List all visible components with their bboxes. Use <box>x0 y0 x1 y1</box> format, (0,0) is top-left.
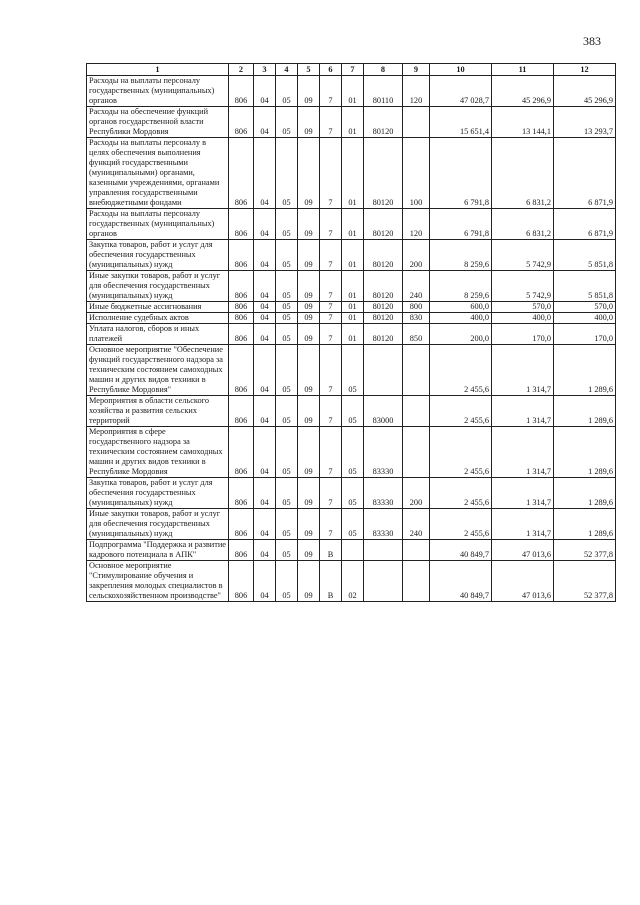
subprogram-code: 7 <box>320 345 342 396</box>
subsection-code: 05 <box>276 313 298 324</box>
table-row <box>87 396 616 427</box>
subprogram-code: 7 <box>320 240 342 271</box>
program-code: 09 <box>298 427 320 478</box>
expense-code: 83330 <box>364 509 403 540</box>
expense-type: 830 <box>403 313 430 324</box>
table-row <box>87 478 616 509</box>
expense-type <box>403 427 430 478</box>
event-code: 01 <box>342 324 364 345</box>
amount-year-2: 400,0 <box>492 313 554 324</box>
row-description: Закупка товаров, работ и услуг для обеспечения государственных (муниципальных) нужд <box>87 240 229 271</box>
expense-code: 80110 <box>364 76 403 107</box>
admin-code: 806 <box>229 313 254 324</box>
expense-code: 80120 <box>364 302 403 313</box>
admin-code: 806 <box>229 209 254 240</box>
table-row <box>87 540 616 561</box>
column-header: 4 <box>276 64 298 76</box>
amount-year-2: 1 314,7 <box>492 509 554 540</box>
subprogram-code: В <box>320 540 342 561</box>
amount-year-1: 600,0 <box>430 302 492 313</box>
subsection-code: 05 <box>276 427 298 478</box>
table-row <box>87 107 616 138</box>
program-code: 09 <box>298 271 320 302</box>
column-header: 6 <box>320 64 342 76</box>
amount-year-1: 2 455,6 <box>430 509 492 540</box>
column-header: 7 <box>342 64 364 76</box>
column-header: 12 <box>554 64 616 76</box>
table-row <box>87 427 616 478</box>
admin-code: 806 <box>229 509 254 540</box>
section-code: 04 <box>254 396 276 427</box>
budget-table <box>86 63 616 602</box>
section-code: 04 <box>254 138 276 209</box>
amount-year-3: 1 289,6 <box>554 345 616 396</box>
event-code: 01 <box>342 240 364 271</box>
amount-year-3: 52 377,8 <box>554 540 616 561</box>
program-code: 09 <box>298 138 320 209</box>
expense-type: 120 <box>403 209 430 240</box>
amount-year-2: 5 742,9 <box>492 271 554 302</box>
amount-year-3: 13 293,7 <box>554 107 616 138</box>
table-row <box>87 209 616 240</box>
table-row <box>87 271 616 302</box>
column-header: 8 <box>364 64 403 76</box>
event-code: 05 <box>342 509 364 540</box>
amount-year-1: 8 259,6 <box>430 240 492 271</box>
subsection-code: 05 <box>276 345 298 396</box>
row-description: Расходы на выплаты персоналу государственных (муниципальных) органов <box>87 209 229 240</box>
program-code: 09 <box>298 561 320 602</box>
program-code: 09 <box>298 209 320 240</box>
subsection-code: 05 <box>276 138 298 209</box>
amount-year-1: 200,0 <box>430 324 492 345</box>
amount-year-3: 570,0 <box>554 302 616 313</box>
row-description: Мероприятия в сфере государственного надзора за техническим состоянием самоходных машин и других видов техники в Республике Мордовия <box>87 427 229 478</box>
row-description: Расходы на выплаты персоналу в целях обеспечения выполнения функций государственными (муниципальными) органами, казенными учреждениями, органами управления государственными внебюджетными фондами <box>87 138 229 209</box>
expense-type <box>403 396 430 427</box>
amount-year-1: 6 791,8 <box>430 138 492 209</box>
expense-type <box>403 345 430 396</box>
amount-year-1: 8 259,6 <box>430 271 492 302</box>
section-code: 04 <box>254 540 276 561</box>
amount-year-3: 1 289,6 <box>554 509 616 540</box>
admin-code: 806 <box>229 345 254 396</box>
subsection-code: 05 <box>276 324 298 345</box>
row-description: Основное мероприятие "Стимулирование обучения и закрепления молодых специалистов в сельскохозяйственном производстве" <box>87 561 229 602</box>
amount-year-2: 1 314,7 <box>492 427 554 478</box>
table-row <box>87 509 616 540</box>
subprogram-code: 7 <box>320 313 342 324</box>
expense-code <box>364 345 403 396</box>
event-code: 05 <box>342 478 364 509</box>
event-code: 01 <box>342 271 364 302</box>
amount-year-2: 13 144,1 <box>492 107 554 138</box>
subsection-code: 05 <box>276 240 298 271</box>
amount-year-2: 6 831,2 <box>492 138 554 209</box>
expense-code: 80120 <box>364 138 403 209</box>
admin-code: 806 <box>229 561 254 602</box>
table-header-row <box>87 64 616 76</box>
section-code: 04 <box>254 107 276 138</box>
table-row <box>87 240 616 271</box>
expense-type <box>403 561 430 602</box>
expense-type: 200 <box>403 478 430 509</box>
admin-code: 806 <box>229 240 254 271</box>
amount-year-1: 2 455,6 <box>430 396 492 427</box>
row-description: Уплата налогов, сборов и иных платежей <box>87 324 229 345</box>
program-code: 09 <box>298 396 320 427</box>
row-description: Исполнение судебных актов <box>87 313 229 324</box>
expense-code: 80120 <box>364 324 403 345</box>
subprogram-code: 7 <box>320 509 342 540</box>
subsection-code: 05 <box>276 271 298 302</box>
event-code: 01 <box>342 138 364 209</box>
table-row <box>87 302 616 313</box>
amount-year-3: 45 296,9 <box>554 76 616 107</box>
expense-type: 850 <box>403 324 430 345</box>
row-description: Расходы на выплаты персоналу государственных (муниципальных) органов <box>87 76 229 107</box>
program-code: 09 <box>298 240 320 271</box>
column-header: 10 <box>430 64 492 76</box>
amount-year-1: 40 849,7 <box>430 540 492 561</box>
amount-year-2: 45 296,9 <box>492 76 554 107</box>
program-code: 09 <box>298 478 320 509</box>
column-header: 11 <box>492 64 554 76</box>
section-code: 04 <box>254 302 276 313</box>
expense-code: 83330 <box>364 427 403 478</box>
expense-type <box>403 540 430 561</box>
expense-type: 120 <box>403 76 430 107</box>
program-code: 09 <box>298 324 320 345</box>
section-code: 04 <box>254 313 276 324</box>
program-code: 09 <box>298 540 320 561</box>
expense-code: 80120 <box>364 271 403 302</box>
amount-year-2: 47 013,6 <box>492 540 554 561</box>
amount-year-2: 1 314,7 <box>492 345 554 396</box>
section-code: 04 <box>254 271 276 302</box>
section-code: 04 <box>254 240 276 271</box>
section-code: 04 <box>254 478 276 509</box>
amount-year-3: 170,0 <box>554 324 616 345</box>
table-row <box>87 76 616 107</box>
amount-year-3: 1 289,6 <box>554 427 616 478</box>
admin-code: 806 <box>229 478 254 509</box>
subsection-code: 05 <box>276 209 298 240</box>
admin-code: 806 <box>229 427 254 478</box>
row-description: Подпрограмма "Поддержка и развитие кадрового потенциала в АПК" <box>87 540 229 561</box>
subsection-code: 05 <box>276 302 298 313</box>
row-description: Расходы на обеспечение функций органов государственной власти Республики Мордовия <box>87 107 229 138</box>
admin-code: 806 <box>229 138 254 209</box>
row-description: Иные бюджетные ассигнования <box>87 302 229 313</box>
expense-type <box>403 107 430 138</box>
subsection-code: 05 <box>276 561 298 602</box>
table-row <box>87 313 616 324</box>
event-code <box>342 540 364 561</box>
expense-type: 100 <box>403 138 430 209</box>
row-description: Иные закупки товаров, работ и услуг для обеспечения государственных (муниципальных) нужд <box>87 271 229 302</box>
amount-year-1: 2 455,6 <box>430 345 492 396</box>
amount-year-1: 2 455,6 <box>430 478 492 509</box>
amount-year-2: 5 742,9 <box>492 240 554 271</box>
amount-year-1: 15 651,4 <box>430 107 492 138</box>
subprogram-code: 7 <box>320 138 342 209</box>
row-description: Основное мероприятие "Обеспечение функций государственного надзора за техническим состоянием самоходных машин и других видов техники в Республике Мордовия" <box>87 345 229 396</box>
amount-year-1: 40 849,7 <box>430 561 492 602</box>
admin-code: 806 <box>229 396 254 427</box>
expense-code: 80120 <box>364 240 403 271</box>
expense-code: 83000 <box>364 396 403 427</box>
section-code: 04 <box>254 345 276 396</box>
table-row <box>87 138 616 209</box>
column-header: 3 <box>254 64 276 76</box>
program-code: 09 <box>298 509 320 540</box>
subprogram-code: 7 <box>320 271 342 302</box>
subprogram-code: 7 <box>320 76 342 107</box>
row-description: Иные закупки товаров, работ и услуг для обеспечения государственных (муниципальных) нужд <box>87 509 229 540</box>
subsection-code: 05 <box>276 509 298 540</box>
admin-code: 806 <box>229 324 254 345</box>
expense-type: 200 <box>403 240 430 271</box>
section-code: 04 <box>254 561 276 602</box>
amount-year-3: 6 871,9 <box>554 209 616 240</box>
expense-code: 80120 <box>364 209 403 240</box>
amount-year-2: 1 314,7 <box>492 396 554 427</box>
subprogram-code: 7 <box>320 427 342 478</box>
program-code: 09 <box>298 345 320 396</box>
subprogram-code: В <box>320 561 342 602</box>
subsection-code: 05 <box>276 478 298 509</box>
amount-year-2: 47 013,6 <box>492 561 554 602</box>
column-header: 1 <box>87 64 229 76</box>
expense-code <box>364 561 403 602</box>
expense-code: 83330 <box>364 478 403 509</box>
page-number: 383 <box>583 34 601 48</box>
subprogram-code: 7 <box>320 396 342 427</box>
admin-code: 806 <box>229 76 254 107</box>
section-code: 04 <box>254 76 276 107</box>
expense-code <box>364 540 403 561</box>
amount-year-3: 1 289,6 <box>554 396 616 427</box>
amount-year-1: 400,0 <box>430 313 492 324</box>
amount-year-2: 170,0 <box>492 324 554 345</box>
event-code: 02 <box>342 561 364 602</box>
amount-year-3: 5 851,8 <box>554 240 616 271</box>
program-code: 09 <box>298 76 320 107</box>
column-header: 2 <box>229 64 254 76</box>
event-code: 05 <box>342 396 364 427</box>
subsection-code: 05 <box>276 76 298 107</box>
subprogram-code: 7 <box>320 107 342 138</box>
section-code: 04 <box>254 324 276 345</box>
table-row <box>87 345 616 396</box>
table-row <box>87 324 616 345</box>
section-code: 04 <box>254 509 276 540</box>
section-code: 04 <box>254 427 276 478</box>
amount-year-1: 47 028,7 <box>430 76 492 107</box>
row-description: Закупка товаров, работ и услуг для обеспечения государственных (муниципальных) нужд <box>87 478 229 509</box>
amount-year-3: 52 377,8 <box>554 561 616 602</box>
amount-year-1: 2 455,6 <box>430 427 492 478</box>
program-code: 09 <box>298 313 320 324</box>
event-code: 01 <box>342 313 364 324</box>
admin-code: 806 <box>229 302 254 313</box>
table-row <box>87 561 616 602</box>
amount-year-3: 1 289,6 <box>554 478 616 509</box>
amount-year-2: 570,0 <box>492 302 554 313</box>
expense-type: 240 <box>403 509 430 540</box>
subsection-code: 05 <box>276 107 298 138</box>
admin-code: 806 <box>229 271 254 302</box>
amount-year-2: 1 314,7 <box>492 478 554 509</box>
amount-year-3: 400,0 <box>554 313 616 324</box>
event-code: 01 <box>342 76 364 107</box>
admin-code: 806 <box>229 540 254 561</box>
column-header: 5 <box>298 64 320 76</box>
program-code: 09 <box>298 107 320 138</box>
amount-year-3: 6 871,9 <box>554 138 616 209</box>
row-description: Мероприятия в области сельского хозяйства и развития сельских территорий <box>87 396 229 427</box>
expense-type: 240 <box>403 271 430 302</box>
subprogram-code: 7 <box>320 209 342 240</box>
amount-year-1: 6 791,8 <box>430 209 492 240</box>
event-code: 01 <box>342 209 364 240</box>
subprogram-code: 7 <box>320 302 342 313</box>
subprogram-code: 7 <box>320 478 342 509</box>
admin-code: 806 <box>229 107 254 138</box>
subsection-code: 05 <box>276 396 298 427</box>
subsection-code: 05 <box>276 540 298 561</box>
program-code: 09 <box>298 302 320 313</box>
section-code: 04 <box>254 209 276 240</box>
event-code: 05 <box>342 427 364 478</box>
event-code: 05 <box>342 345 364 396</box>
amount-year-2: 6 831,2 <box>492 209 554 240</box>
subprogram-code: 7 <box>320 324 342 345</box>
amount-year-3: 5 851,8 <box>554 271 616 302</box>
column-header: 9 <box>403 64 430 76</box>
expense-code: 80120 <box>364 313 403 324</box>
expense-type: 800 <box>403 302 430 313</box>
event-code: 01 <box>342 302 364 313</box>
expense-code: 80120 <box>364 107 403 138</box>
event-code: 01 <box>342 107 364 138</box>
